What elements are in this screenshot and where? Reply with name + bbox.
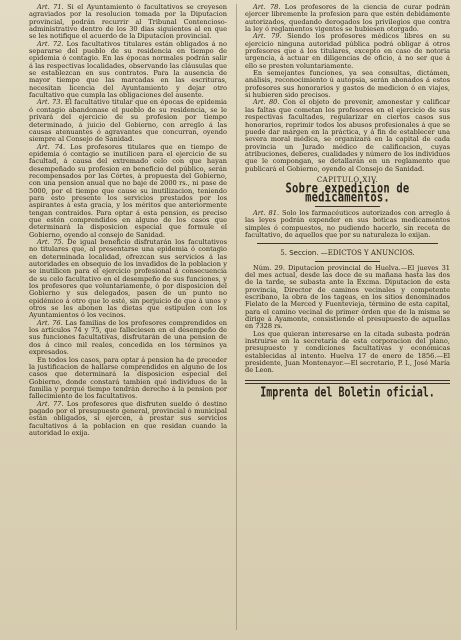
article-text: Los profesores de la ciencia de curar podrán ejercer libremente la profesion para que estén debidamente autorizados, quedando derogados los privilegios que contra la ley ó reglamentos vigentes se hubiesen otorgado. xyxy=(245,4,450,34)
article-number: Art. 81. xyxy=(253,208,280,217)
column-divider xyxy=(236,4,237,630)
article-text: Los profesores titulares que en tiempo de epidemia ó contagio se inutilicen para el ejercicio de su facultad, á causa del extremado celo con que hayan desempeñado su profesion en beneficio del público, serán recompensados por las Córtes, á propuesta del Gobierno, con una pension anual que no baje de 2000 rs., ni pase de 5000, por el tiempo que cause su inutilizacion, teniendo para esto presente los servicios prestados por los aspirantes á esta gracia, y los méritos que anteriormente tengan contraidos. Para optar á esta pension, es preciso que estén comprendidos en alguno de los casos que determinará la disposicion especial que formule el Gobierno, oyendo al consejo de Sanidad. xyxy=(29,142,227,239)
right-column xyxy=(245,4,450,636)
section-title: —EDICTOS Y ANUNCIOS. xyxy=(320,249,415,258)
imprint-rule xyxy=(245,380,450,384)
article-paragraph xyxy=(29,357,227,401)
article-number: Art. 80. xyxy=(253,98,280,107)
chapter-heading: Sobre expedicion de medicamentos. xyxy=(285,181,410,206)
article-paragraph xyxy=(29,99,227,143)
article-paragraph xyxy=(29,41,227,100)
article-text: El facultativo titular que en épocas de epidemia ó contagio abandonase el pueblo de su residencia, se le privará del ejercicio de su profesion por tiempo determinado, á juicio del Gobierno, con arreglo á las causas atenuantes ó agravantes que concurran, oyendo siempre al Consejo de Sanidad. xyxy=(29,98,227,144)
edict-paragraph-1: Núm. 29. Diputacion provincial de Huelva.—El jueves 31 del mes actual, desde las doce de su mañana hasta las dos de la tarde, se subasta ante la Excma. Diputacion de esta provincia, Director de caminos vecinales y competente escribano, la obra de los tageas, en los sitios denominados Fielato de la Merced y Fuenteviejа, término de esta capital, para el camino vecinal de primer órden que de la misma se dirige á Ayamonte, consistiendo el presupuesto de aquellas en 7328 rs. xyxy=(245,263,450,331)
article-number: Art. 72. xyxy=(37,39,64,48)
article-text: En semejantes funciones, ya sea consultas, dictámen, análisis, reconocimiento ú autopsia, serán abonados á estos profesores sus honorarios y gastos de medicion ó en viajes, si hubieren sido precisos. xyxy=(245,69,450,100)
edict-paragraph-2: Los que quieran interesarse en la citada subasta podrán instruirse en la secretaría de esta corporacion del plano, presupuesto y condiciones facultativas y económicas establecidas al intento. Huelva 17 de enero de 1856.—El presidente, Juan Montenayor.—El secretario, P. I., José María de Leon. xyxy=(245,329,450,375)
section-rule-bottom xyxy=(315,261,380,262)
article-number: Art. 71. xyxy=(37,4,64,11)
article-number: Art. 78. xyxy=(253,4,281,11)
article-paragraph xyxy=(29,144,227,239)
article-number: Art. 75. xyxy=(37,238,64,246)
article-paragraph xyxy=(245,4,450,33)
article-number: Art. 76. xyxy=(37,318,63,327)
article-text: Las familias de los profesores comprendidos en los artículos 74 y 75, que falleciesen en el desempeño de sus funciones facultativas, disfrutarán de una pension de dos á cinco mil reales, concedida en los términos ya expresados. xyxy=(29,318,227,357)
section-prefix: 5. xyxy=(280,249,287,258)
article-text: Si el Ayuntamiento ó facultativos se creyesen agraviados por la resolucion tomada por la Diputacion provincial, podrán recurrir al Tribunal Contencioso-administrativo dentro de los 30 dias siguientes al en que se les notifique el acuerdo de la Diputacion provincial. xyxy=(29,4,227,41)
article-paragraph xyxy=(29,239,227,320)
article-number: Art. 79. xyxy=(253,32,282,41)
article-paragraph xyxy=(29,4,227,41)
section-label: Seccion. xyxy=(289,249,319,258)
article-text: Los profesores que disfruten sueldo ó destino pagado por el presupuesto general, provincial ó municipal están obligados, si ejercen, á prestar sus servicios facultativos á la poblacion en que residan cuando la autoridad lo exija. xyxy=(29,399,227,437)
article-number: Art. 77. xyxy=(37,399,64,408)
right-articles-mid xyxy=(245,210,450,239)
chapter-number: CAPITULO XIV. xyxy=(316,175,379,184)
section-header xyxy=(245,250,450,257)
article-text: Solo los farmacéuticos autorizados con arreglo á las leyes podrán expender en sus boticas medicamentos simples ó compuestos, no pudiendo hacerlo, sin receta de facultativo, de aquellos que por su naturaleza lo exijan. xyxy=(245,208,450,239)
article-paragraph xyxy=(245,33,450,70)
article-number: Art. 74. xyxy=(37,142,66,151)
right-articles-top xyxy=(245,4,450,173)
article-text: En todos los casos, para optar á pension ha de preceder la justificacion de hallarse comprendidos en alguno de los casos que determinará la disposicion especial del Gobierno, donde constará tambien qué individuos de la familia y porqué tiempo tendrán derecho á la pension por fallecimiento de los facultativos. xyxy=(29,355,227,401)
section-rule-top xyxy=(257,243,438,244)
article-paragraph xyxy=(29,401,227,438)
article-paragraph xyxy=(245,210,450,239)
left-column xyxy=(29,4,227,636)
article-text: Con el objeto de prevenir, amonestar y calificar las faltas que cometan los profesores en el ejercicio de sus respectivas facultades, regularizar en ciertos casos sus honorarios, reprimir todos los abusos profesionales á que se puede dar márgen en la práctica, y á fin de establecer una severa moral médica, se organizará en la capital de cada provincia un Jurado médico de calificacion, cuyas atribuciones, deberes, cualidades y número de los individuos que le compongan, se detallarán en un reglamento que publicará el Gobierno, oyendo al Consejo de Sanidad. xyxy=(245,98,450,173)
imprint-line: Imprenta del Boletin oficial. xyxy=(260,386,435,401)
article-text: De igual beneficio disfrutarán los facultativos no titulares que, al presentarse una epidemia ó contagio en determinada localidad, ofrezcan sus servicios á las autoridades en obsequio de los invadidos de la poblacion y se inutilicen para el ejercicio profesional á consecuencia de su celo facultativo en el desempeño de sus funciones, y los profesores que voluntariamente, ó por disposicion del Gobierno y sus delegados, pasen de un punto no epidémico á otro que lo esté, sin perjuicio de que á unos y otros se les abonen las dietas que estipulen con los Ayuntamientos ó los vecinos. xyxy=(29,238,227,320)
article-number: Art. 73. xyxy=(37,98,63,107)
heading-rule xyxy=(315,206,380,207)
article-paragraph xyxy=(29,320,227,357)
article-text: Siendo los profesores médicos libres en su ejercicio ninguna autoridad pública podrá obligar á otros profesores que á los titulares, excepto en caso de notoria urgencia, á actuar en diligencias de oficio, á no ser que á ello se presten voluntariamente. xyxy=(245,32,450,70)
article-paragraph xyxy=(245,70,450,99)
article-paragraph xyxy=(245,99,450,172)
article-text: Los facultativos titulares están obligados á no separarse del pueblo de su residencia en tiempo de epidemia ó contagio. En las épocas normales podrán salir á las respectivas localidades, observando las cláusulas que se establezcan en sus contratos. Para la ausencia de mayor tiempo que las marcadas en las escrituras, necesitan licencia del Ayuntamiento y dejar otro facultativo que cumpla las obligaciones del ausente. xyxy=(29,39,227,100)
